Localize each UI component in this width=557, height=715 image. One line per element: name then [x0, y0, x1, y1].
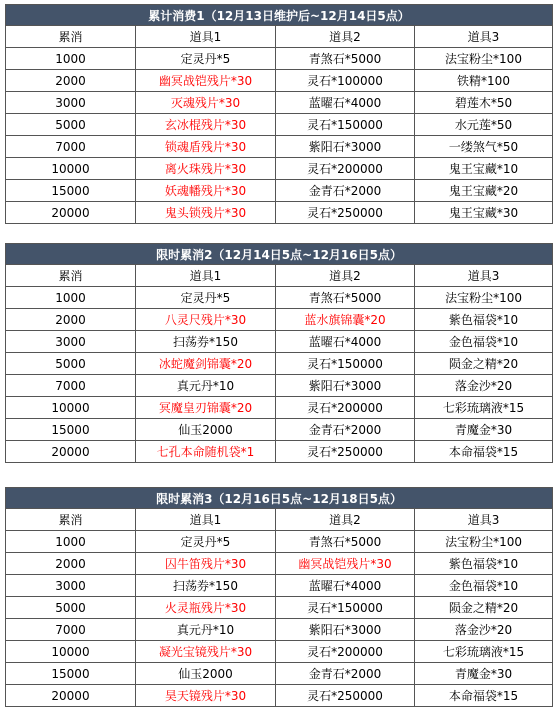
spend-threshold-cell: 10000: [6, 397, 136, 419]
reward-item-cell: 真元丹*10: [136, 375, 276, 397]
reward-item-cell: 七彩琉璃液*15: [415, 641, 553, 663]
reward-item-cell: 定灵丹*5: [136, 287, 276, 309]
table-row: [6, 375, 553, 397]
reward-item-cell: 昊天镜残片*30: [136, 685, 276, 707]
reward-item-cell: 灵石*200000: [276, 158, 415, 180]
table-row: [6, 202, 553, 224]
spend-threshold-cell: 15000: [6, 663, 136, 685]
column-header: 道具1: [136, 509, 276, 531]
reward-item-cell: 鬼王宝藏*30: [415, 202, 553, 224]
spend-threshold-cell: 2000: [6, 553, 136, 575]
table-row: [6, 287, 553, 309]
reward-item-cell: 凝光宝镜残片*30: [136, 641, 276, 663]
reward-item-cell: 紫阳石*3000: [276, 136, 415, 158]
column-header: 累消: [6, 26, 136, 48]
table-row: [6, 331, 553, 353]
reward-table-1: [5, 4, 553, 224]
reward-item-cell: 金青石*2000: [276, 419, 415, 441]
table-row: [6, 353, 553, 375]
reward-table-3: [5, 487, 553, 707]
reward-item-cell: 妖魂幡残片*30: [136, 180, 276, 202]
reward-item-cell: 陨金之精*20: [415, 597, 553, 619]
reward-item-cell: 本命福袋*15: [415, 685, 553, 707]
spend-threshold-cell: 5000: [6, 114, 136, 136]
table-row: [6, 158, 553, 180]
table-row: [6, 136, 553, 158]
reward-item-cell: 灵石*250000: [276, 441, 415, 463]
spend-threshold-cell: 15000: [6, 180, 136, 202]
table-row: [6, 397, 553, 419]
reward-item-cell: 水元莲*50: [415, 114, 553, 136]
reward-item-cell: 鬼王宝藏*20: [415, 180, 553, 202]
reward-item-cell: 铁精*100: [415, 70, 553, 92]
table-row: [6, 92, 553, 114]
reward-item-cell: 紫阳石*3000: [276, 619, 415, 641]
reward-item-cell: 本命福袋*15: [415, 441, 553, 463]
spend-threshold-cell: 1000: [6, 48, 136, 70]
reward-item-cell: 仙玉2000: [136, 419, 276, 441]
reward-table-2: [5, 243, 553, 463]
spend-threshold-cell: 5000: [6, 353, 136, 375]
table-row: [6, 70, 553, 92]
reward-item-cell: 灵石*150000: [276, 353, 415, 375]
column-header: 道具2: [276, 26, 415, 48]
spend-threshold-cell: 3000: [6, 575, 136, 597]
reward-item-cell: 鬼头锁残片*30: [136, 202, 276, 224]
table-row: [6, 114, 553, 136]
reward-item-cell: 金青石*2000: [276, 663, 415, 685]
spend-threshold-cell: 10000: [6, 641, 136, 663]
reward-item-cell: 定灵丹*5: [136, 48, 276, 70]
spend-threshold-cell: 7000: [6, 136, 136, 158]
reward-item-cell: 七孔本命随机袋*1: [136, 441, 276, 463]
reward-item-cell: 扫荡券*150: [136, 575, 276, 597]
reward-item-cell: 幽冥战铠残片*30: [276, 553, 415, 575]
reward-item-cell: 定灵丹*5: [136, 531, 276, 553]
reward-item-cell: 法宝粉尘*100: [415, 287, 553, 309]
reward-item-cell: 陨金之精*20: [415, 353, 553, 375]
reward-item-cell: 青煞石*5000: [276, 531, 415, 553]
table-row: [6, 553, 553, 575]
reward-item-cell: 蓝曜石*4000: [276, 92, 415, 114]
column-header: 道具1: [136, 26, 276, 48]
spend-threshold-cell: 7000: [6, 375, 136, 397]
column-header: 道具3: [415, 265, 553, 287]
reward-item-cell: 紫阳石*3000: [276, 375, 415, 397]
table-row: [6, 48, 553, 70]
column-header: 道具2: [276, 509, 415, 531]
reward-item-cell: 幽冥战铠残片*30: [136, 70, 276, 92]
reward-item-cell: 紫色福袋*10: [415, 309, 553, 331]
spend-threshold-cell: 20000: [6, 685, 136, 707]
reward-item-cell: 灵石*100000: [276, 70, 415, 92]
reward-item-cell: 落金沙*20: [415, 375, 553, 397]
table-row: [6, 597, 553, 619]
reward-item-cell: 锁魂盾残片*30: [136, 136, 276, 158]
table-title: 累计消费1（12月13日维护后~12月14日5点）: [6, 5, 553, 26]
table-row: [6, 685, 553, 707]
column-header: 累消: [6, 265, 136, 287]
reward-item-cell: 一缕煞气*50: [415, 136, 553, 158]
reward-item-cell: 灵石*250000: [276, 685, 415, 707]
table-row: [6, 641, 553, 663]
reward-item-cell: 蓝曜石*4000: [276, 331, 415, 353]
table-row: [6, 180, 553, 202]
reward-item-cell: 青煞石*5000: [276, 48, 415, 70]
table-row: [6, 619, 553, 641]
header-row: [6, 265, 553, 287]
column-header: 道具2: [276, 265, 415, 287]
reward-item-cell: 落金沙*20: [415, 619, 553, 641]
reward-item-cell: 七彩琉璃液*15: [415, 397, 553, 419]
reward-item-cell: 扫荡券*150: [136, 331, 276, 353]
reward-item-cell: 金色福袋*10: [415, 331, 553, 353]
reward-item-cell: 灵石*200000: [276, 641, 415, 663]
reward-item-cell: 仙玉2000: [136, 663, 276, 685]
reward-item-cell: 蓝水旗锦囊*20: [276, 309, 415, 331]
header-row: [6, 509, 553, 531]
reward-item-cell: 青魔金*30: [415, 419, 553, 441]
column-header: 道具3: [415, 26, 553, 48]
reward-item-cell: 囚牛笛残片*30: [136, 553, 276, 575]
reward-item-cell: 火灵瓶残片*30: [136, 597, 276, 619]
table-row: [6, 575, 553, 597]
column-header: 道具3: [415, 509, 553, 531]
spend-threshold-cell: 1000: [6, 531, 136, 553]
spend-threshold-cell: 3000: [6, 331, 136, 353]
reward-item-cell: 法宝粉尘*100: [415, 531, 553, 553]
reward-item-cell: 冰蛇魔剑锦囊*20: [136, 353, 276, 375]
spend-threshold-cell: 15000: [6, 419, 136, 441]
spend-threshold-cell: 7000: [6, 619, 136, 641]
spend-threshold-cell: 2000: [6, 309, 136, 331]
reward-item-cell: 金青石*2000: [276, 180, 415, 202]
table-row: [6, 309, 553, 331]
table-title: 限时累消2（12月14日5点~12月16日5点）: [6, 244, 553, 265]
reward-item-cell: 玄冰棍残片*30: [136, 114, 276, 136]
reward-item-cell: 紫色福袋*10: [415, 553, 553, 575]
reward-item-cell: 法宝粉尘*100: [415, 48, 553, 70]
reward-item-cell: 鬼王宝藏*10: [415, 158, 553, 180]
spend-threshold-cell: 2000: [6, 70, 136, 92]
reward-item-cell: 碧莲木*50: [415, 92, 553, 114]
reward-item-cell: 青煞石*5000: [276, 287, 415, 309]
reward-item-cell: 八灵尺残片*30: [136, 309, 276, 331]
spend-threshold-cell: 5000: [6, 597, 136, 619]
column-header: 累消: [6, 509, 136, 531]
reward-item-cell: 灵石*250000: [276, 202, 415, 224]
reward-item-cell: 灭魂残片*30: [136, 92, 276, 114]
spend-threshold-cell: 1000: [6, 287, 136, 309]
reward-item-cell: 真元丹*10: [136, 619, 276, 641]
reward-item-cell: 金色福袋*10: [415, 575, 553, 597]
reward-item-cell: 蓝曜石*4000: [276, 575, 415, 597]
spend-threshold-cell: 10000: [6, 158, 136, 180]
header-row: [6, 26, 553, 48]
reward-item-cell: 灵石*200000: [276, 397, 415, 419]
spend-threshold-cell: 3000: [6, 92, 136, 114]
spend-threshold-cell: 20000: [6, 441, 136, 463]
table-row: [6, 531, 553, 553]
reward-item-cell: 灵石*150000: [276, 114, 415, 136]
column-header: 道具1: [136, 265, 276, 287]
spend-threshold-cell: 20000: [6, 202, 136, 224]
table-title: 限时累消3（12月16日5点~12月18日5点）: [6, 488, 553, 509]
table-row: [6, 441, 553, 463]
reward-item-cell: 灵石*150000: [276, 597, 415, 619]
reward-item-cell: 青魔金*30: [415, 663, 553, 685]
table-row: [6, 663, 553, 685]
table-row: [6, 419, 553, 441]
reward-item-cell: 离火珠残片*30: [136, 158, 276, 180]
reward-item-cell: 冥魔皇刃锦囊*20: [136, 397, 276, 419]
